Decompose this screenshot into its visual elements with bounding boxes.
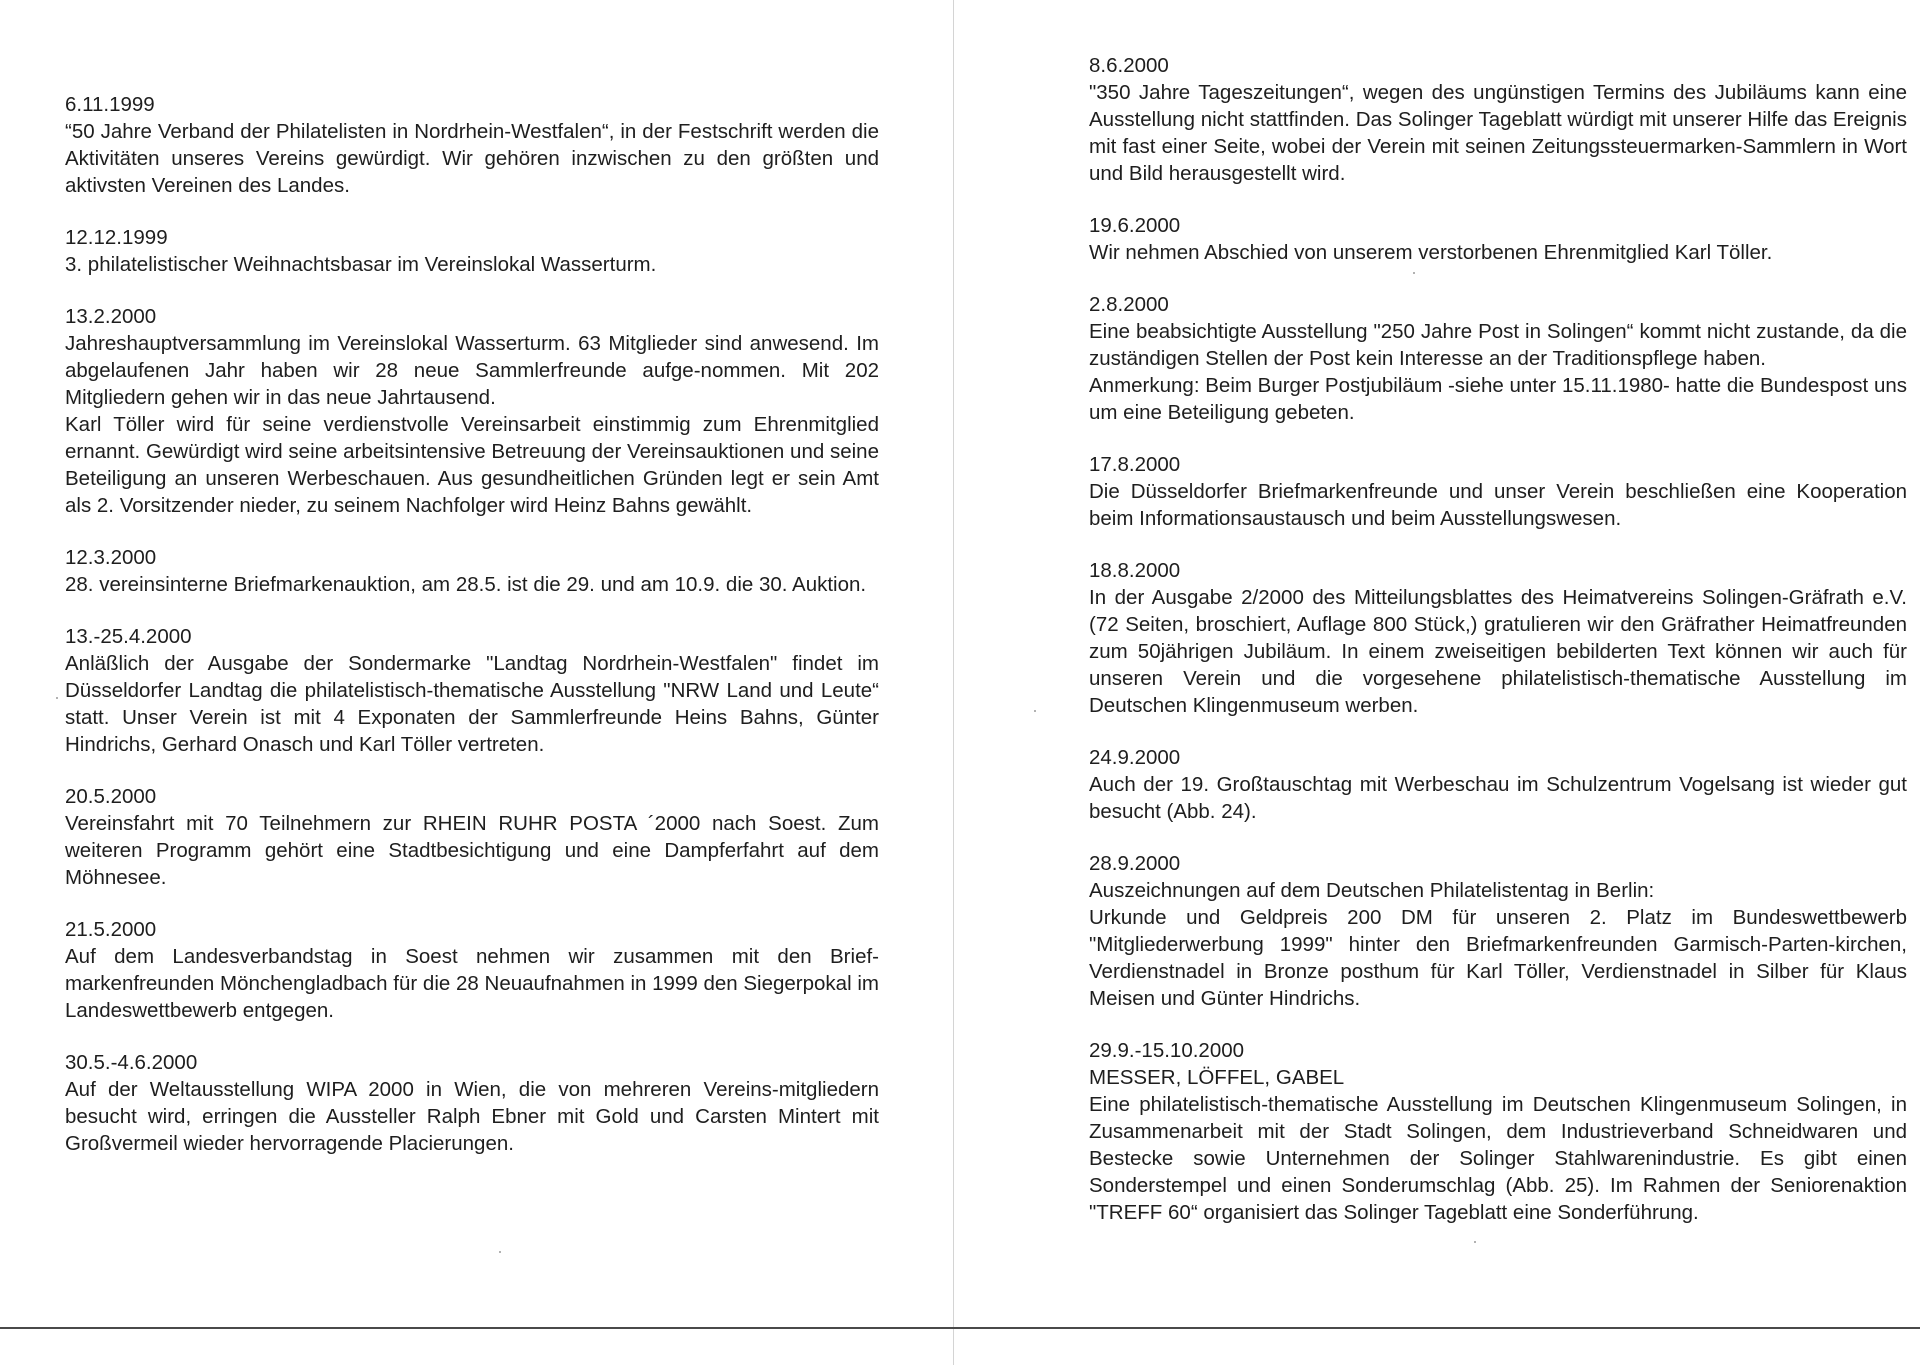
entry-text: Wir nehmen Abschied von unserem verstorbenen Ehrenmitglied Karl Töller.: [1089, 241, 1773, 264]
chronicle-entry: [1089, 291, 1907, 426]
chronicle-entry: [1089, 451, 1907, 532]
chronicle-entry: [65, 224, 879, 278]
entry-text: Urkunde und Geldpreis 200 DM für unseren 2. Platz im Bundeswettbewerb "Mitgliederwerbung 1999" hinter den Briefmarkenfreunden Garmisch-Parten-kirchen, Verdienstnadel in Bronze posthum für Karl Töller, Verdienstnadel in Silber für Klaus Meisen und Günter Hindrichs.: [1089, 906, 1907, 1010]
entry-text: “50 Jahre Verband der Philatelisten in Nordrhein-Westfalen“, in der Festschrift werden die Aktivitäten unseres Vereins gewürdigt. Wir gehören inzwischen zu den größten und aktivsten Vereinen des Landes.: [65, 120, 879, 197]
entry-text: In der Ausgabe 2/2000 des Mitteilungsblattes des Heimatvereins Solingen-Gräfrath e.V. (72 Seiten, broschiert, Auflage 800 Stück,) gratulieren wir den Gräfrather Heimatfreunden zum 50jährigen Jubiläum. In einem zweiseitigen bebilderten Text können wir auch für unseren Verein und die vorgesehene philatelistisch-thematische Ausstellung im Deutschen Klingenmuseum werben.: [1089, 586, 1907, 717]
chronicle-entry: [1089, 850, 1907, 1012]
entry-date: 17.8.2000: [1089, 453, 1181, 476]
entry-text: Auszeichnungen auf dem Deutschen Philatelistentag in Berlin:: [1089, 879, 1655, 902]
entry-date: 19.6.2000: [1089, 214, 1181, 237]
scan-speck: [499, 1251, 501, 1253]
chronicle-entry: [65, 916, 879, 1024]
entry-date: 13.-25.4.2000: [65, 625, 192, 648]
entry-date: 12.12.1999: [65, 226, 168, 249]
entry-text: Karl Töller wird für seine verdienstvolle Vereinsarbeit einstimmig zum Ehrenmitglied ernannt. Gewürdigt wird seine arbeitsintensive Betreuung der Vereinsauktionen und seine Beteiligung an unseren Werbeschauen. Aus gesundheitlichen Gründen legt er sein Amt als 2. Vorsitzender nieder, zu seinem Nachfolger wird Heinz Bahns gewählt.: [65, 413, 879, 517]
entry-text: Auch der 19. Großtauschtag mit Werbeschau im Schulzentrum Vogelsang ist wieder gut besucht (Abb. 24).: [1089, 773, 1907, 823]
entry-text: MESSER, LÖFFEL, GABEL: [1089, 1066, 1345, 1089]
chronicle-entry: [65, 303, 879, 519]
entry-text: Vereinsfahrt mit 70 Teilnehmern zur RHEIN RUHR POSTA ´2000 nach Soest. Zum weiteren Programm gehört eine Stadtbesichtigung und eine Dampferfahrt auf dem Möhnesee.: [65, 812, 879, 889]
chronicle-entry: [65, 544, 879, 598]
entry-date: 8.6.2000: [1089, 54, 1169, 77]
entry-text: Auf dem Landesverbandstag in Soest nehmen wir zusammen mit den Brief-markenfreunden Mönchengladbach für die 28 Neuaufnahmen in 1999 den Siegerpokal im Landeswettbewerb entgegen.: [65, 945, 879, 1022]
entry-date: 30.5.-4.6.2000: [65, 1051, 198, 1074]
chronicle-entry: [1089, 1037, 1907, 1226]
left-column: [65, 91, 879, 1182]
scan-speck: [56, 697, 58, 699]
bottom-rule: [0, 1327, 1920, 1329]
chronicle-entry: [1089, 744, 1907, 825]
chronicle-entry: [1089, 52, 1907, 187]
entry-text: Eine philatelistisch-thematische Ausstellung im Deutschen Klingenmuseum Solingen, in Zusammenarbeit mit der Stadt Solingen, dem Industrieverband Schneidwaren und Bestecke sowie Unternehmen der Solinger Stahlwarenindustrie. Es gibt einen Sonderstempel und einen Sonderumschlag (Abb. 25). Im Rahmen der Seniorenaktion "TREFF 60“ organisiert das Solinger Tageblatt eine Sonderführung.: [1089, 1093, 1907, 1224]
chronicle-entry: [1089, 212, 1907, 266]
entry-date: 24.9.2000: [1089, 746, 1181, 769]
entry-date: 20.5.2000: [65, 785, 157, 808]
entry-date: 29.9.-15.10.2000: [1089, 1039, 1245, 1062]
entry-text: Anmerkung: Beim Burger Postjubiläum -siehe unter 15.11.1980- hatte die Bundespost uns um eine Beteiligung gebeten.: [1089, 374, 1907, 424]
chronicle-entry: [65, 91, 879, 199]
entry-text: Die Düsseldorfer Briefmarkenfreunde und unser Verein beschließen eine Kooperation beim Informationsaustausch und beim Ausstellungswesen.: [1089, 480, 1907, 530]
entry-text: Eine beabsichtigte Ausstellung "250 Jahre Post in Solingen“ kommt nicht zustande, da die zuständigen Stellen der Post kein Interesse an der Traditionspflege haben.: [1089, 320, 1907, 370]
page-spine: [953, 0, 954, 1365]
scan-speck: [1034, 710, 1036, 712]
entry-date: 21.5.2000: [65, 918, 157, 941]
entry-date: 28.9.2000: [1089, 852, 1181, 875]
entry-date: 12.3.2000: [65, 546, 157, 569]
entry-date: 6.11.1999: [65, 93, 155, 116]
entry-text: 28. vereinsinterne Briefmarkenauktion, am 28.5. ist die 29. und am 10.9. die 30. Auktion.: [65, 573, 867, 596]
chronicle-entry: [1089, 557, 1907, 719]
chronicle-entry: [65, 623, 879, 758]
entry-text: Jahreshauptversammlung im Vereinslokal Wasserturm. 63 Mitglieder sind anwesend. Im abgelaufenen Jahr haben wir 28 neue Sammlerfreunde aufge-nommen. Mit 202 Mitgliedern gehen wir in das neue Jahrtausend.: [65, 332, 879, 409]
entry-text: 3. philatelistischer Weihnachtsbasar im Vereinslokal Wasserturm.: [65, 253, 657, 276]
chronicle-entry: [65, 1049, 879, 1157]
entry-date: 18.8.2000: [1089, 559, 1181, 582]
right-column: [1089, 52, 1907, 1251]
entry-text: "350 Jahre Tageszeitungen“, wegen des ungünstigen Termins des Jubiläums kann eine Ausstellung nicht stattfinden. Das Solinger Tageblatt würdigt mit unserer Hilfe das Ereignis mit fast einer Seite, wobei der Verein mit seinen Zeitungssteuermarken-Sammlern in Wort und Bild herausgestellt wird.: [1089, 81, 1907, 185]
entry-date: 13.2.2000: [65, 305, 157, 328]
entry-text: Auf der Weltausstellung WIPA 2000 in Wien, die von mehreren Vereins-mitgliedern besucht wird, erringen die Aussteller Ralph Ebner mit Gold und Carsten Mintert mit Großvermeil wieder hervorragende Placierungen.: [65, 1078, 879, 1155]
entry-text: Anläßlich der Ausgabe der Sondermarke "Landtag Nordrhein-Westfalen" findet im Düsseldorfer Landtag die philatelistisch-thematische Ausstellung "NRW Land und Leute“ statt. Unser Verein ist mit 4 Exponaten der Sammlerfreunde Heins Bahns, Günter Hindrichs, Gerhard Onasch und Karl Töller vertreten.: [65, 652, 879, 756]
chronicle-entry: [65, 783, 879, 891]
entry-date: 2.8.2000: [1089, 293, 1169, 316]
